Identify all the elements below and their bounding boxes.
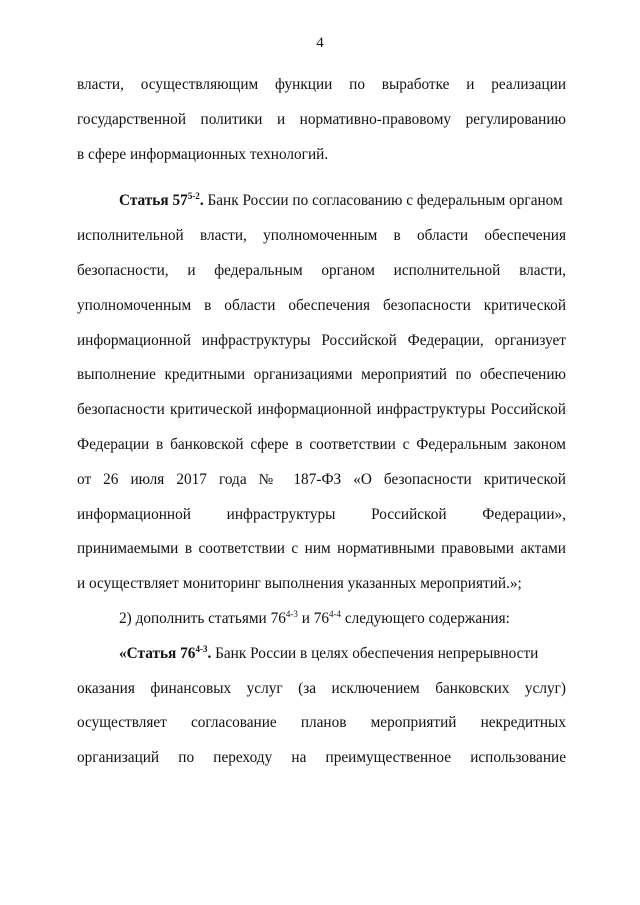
paragraph2-line: выполнение кредитными организациями мероприятий по обеспечению [77, 366, 566, 384]
paragraph1-line: власти, осуществляющим функции по выработке и реализации [77, 76, 566, 93]
article-76-heading: «Статья 76$^{4-3}$. [119, 643, 212, 662]
paragraph2-line: безопасности, и федеральным органом исполнительной власти, [77, 261, 566, 279]
paragraph2-line: информационной инфраструктуры Российской Федерации, организует [77, 331, 566, 349]
article-57-first-line: Статья 57$^{5-2}$. Банк России по согласованию с федеральным органом [119, 191, 563, 210]
paragraph2-line: информационной инфраструктуры Российской Федерации», [77, 505, 566, 523]
paragraph1-line: государственной политики и нормативно-правовому регулированию [77, 110, 566, 128]
paragraph2-line: принимаемыми в соответствии с ним нормативными правовыми актами [77, 540, 566, 558]
paragraph1-line: в сфере информационных технологий. [77, 145, 329, 163]
paragraph2-line: безопасности критической информационной инфраструктуры Российской [77, 401, 566, 419]
paragraph4-line: организаций по переходу на преимущественное использование [77, 749, 566, 767]
document-body [77, 68, 566, 776]
page-number: 4 [316, 35, 324, 51]
paragraph2-line: Федерации в банковской сфере в соответствии с Федеральным законом [77, 435, 566, 453]
paragraph2-line: исполнительной власти, уполномоченным в области обеспечения [77, 227, 566, 245]
paragraph4-line: осуществляет согласование планов мероприятий некредитных [77, 714, 566, 732]
paragraph2-line: и осуществляет мониторинг выполнения указанных мероприятий.»; [77, 575, 522, 593]
amendment-item-2: 2) дополнить статьями 76$^{4-3}$ и 76$^{4-4}$ следующего содержания: [119, 608, 510, 627]
article-76-first-line: «Статья 76$^{4-3}$. Банк России в целях обеспечения непрерывности [119, 643, 539, 662]
paragraph2-line: уполномоченным в области обеспечения безопасности критической [77, 296, 566, 314]
paragraph2-line: от 26 июля 2017 года № 187-ФЗ «О безопасности критической [77, 470, 566, 488]
article-57-heading: Статья 57$^{5-2}$. [119, 191, 204, 210]
paragraph4-line: оказания финансовых услуг (за исключением банковских услуг) [77, 679, 566, 697]
